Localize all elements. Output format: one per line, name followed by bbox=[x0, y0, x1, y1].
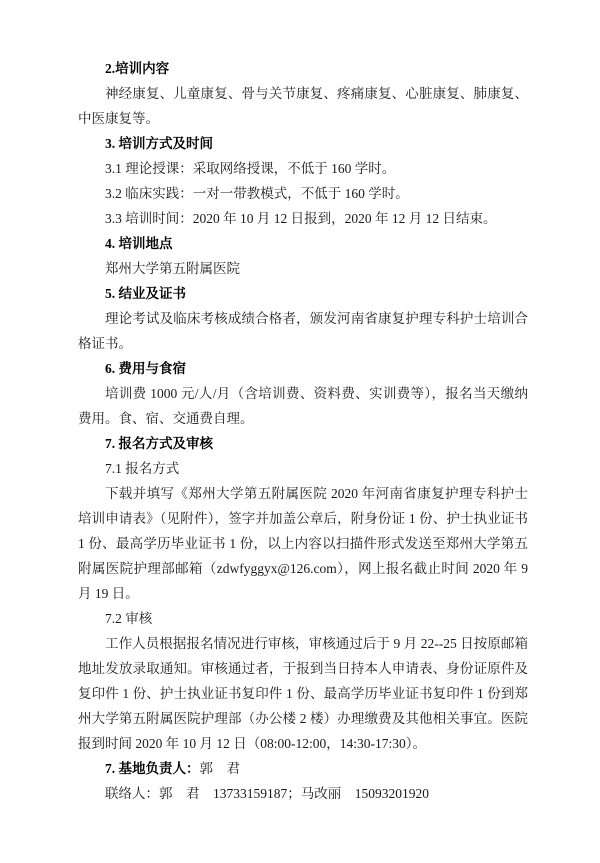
paragraph-training-location: 郑州大学第五附属医院 bbox=[105, 261, 240, 276]
subsection-heading-review: 7.2 审核 bbox=[105, 611, 153, 626]
line-contacts: 联络人：郭 君 13733159187；马改丽 15093201920 bbox=[105, 786, 429, 801]
paragraph-fees-and-board: 培训费 1000 元/人/月（含培训费、资料费、实训费等），报名当天缴纳费用。食、宿、交通费自理。 bbox=[78, 386, 528, 426]
line-base-leader bbox=[78, 756, 528, 781]
subsection-heading-registration-method: 7.1 报名方式 bbox=[105, 461, 180, 476]
document-body bbox=[78, 56, 528, 806]
list-item-clinical-practice: 3.2 临床实践：一对一带教模式，不低于 160 学时。 bbox=[105, 186, 409, 201]
section-heading-fees-and-board: 6. 费用与食宿 bbox=[105, 361, 186, 376]
section-heading-training-content: 2.培训内容 bbox=[105, 61, 170, 76]
section-heading-method-and-time: 3. 培训方式及时间 bbox=[105, 136, 213, 151]
section-heading-completion-certificate: 5. 结业及证书 bbox=[105, 286, 186, 301]
paragraph-registration-method: 下载并填写《郑州大学第五附属医院 2020 年河南省康复护理专科护士培训申请表》（见附件），签字并加盖公章后，附身份证 1 份、护士执业证书 1 份、最高学历毕业证书 1 份，以上内容以扫描件形式发送至郑州大学第五附属医院护理部邮箱（zdwfyggyx@126.com），网上报名截止时间 2020 年 9 月 19 日。 bbox=[78, 486, 528, 601]
paragraph-review: 工作人员根据报名情况进行审核，审核通过后于 9 月 22--25 日按原邮箱地址发放录取通知。审核通过者，于报到当日持本人申请表、身份证原件及复印件 1 份、护士执业证书复印件 1 份、最高学历毕业证书复印件 1 份到郑州大学第五附属医院护理部（办公楼 2 楼）办理缴费及其他相关事宜。医院报到时间 2020 年 10 月 12 日（08:00-12:00，14:30-17:30）。 bbox=[78, 636, 528, 751]
list-item-theory-course: 3.1 理论授课：采取网络授课，不低于 160 学时。 bbox=[105, 161, 396, 176]
paragraph-training-content: 神经康复、儿童康复、骨与关节康复、疼痛康复、心脏康复、肺康复、中医康复等。 bbox=[78, 86, 528, 126]
base-leader-name: 郭 君 bbox=[199, 761, 240, 776]
list-item-training-time: 3.3 培训时间：2020 年 10 月 12 日报到，2020 年 12 月 12 日结束。 bbox=[105, 211, 497, 226]
section-heading-registration-and-review: 7. 报名方式及审核 bbox=[105, 436, 213, 451]
section-heading-training-location: 4. 培训地点 bbox=[105, 236, 173, 251]
base-leader-label: 7. 基地负责人： bbox=[105, 761, 200, 776]
paragraph-completion-certificate: 理论考试及临床考核成绩合格者，颁发河南省康复护理专科护士培训合格证书。 bbox=[78, 311, 528, 351]
